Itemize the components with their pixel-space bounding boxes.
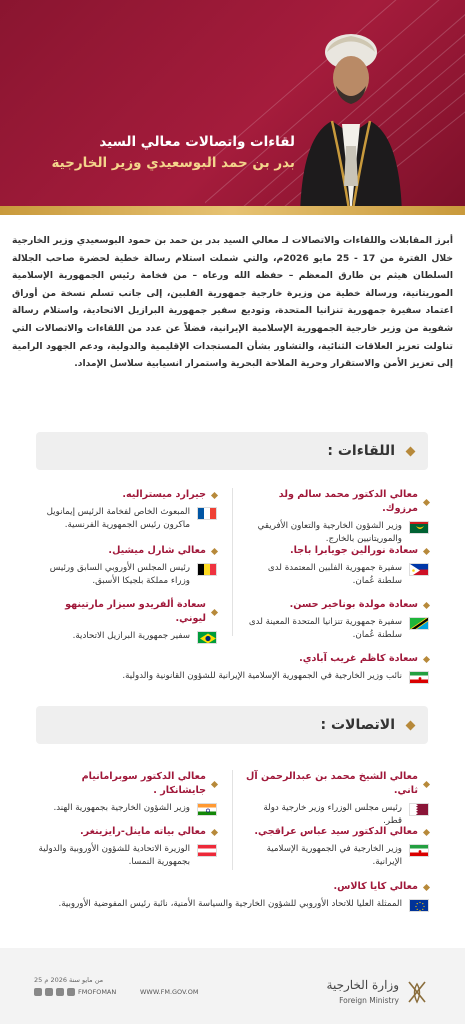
tanzania-flag-icon (409, 617, 429, 630)
call-name: معالي بياته ماينل-رايزينغر. (79, 826, 206, 837)
footer-date: 25 من مايو سنة 2026 م (34, 976, 104, 984)
bullet-icon (211, 828, 218, 835)
intro-paragraph: أبرز المقابلات واللقاءات والاتصالات لـ معالي السيد بدر بن حمد بن حمود البوسعيدي وزير الخارجية خلال الفترة من 17 - 25 مايو 2026م، والتي شملت استلام رسالة خطية لحضرة صاحب الجلالة السلطان هيثم بن طارق المعظم – حفظه الله ورعاه – من فخامة رئيس الجمهورية الإسلامية الموريتانية، ورسالة خطية من وزيرة خارجية جمهورية الفلبين، إلى جانب تسلم نسخة من أوراق اعتماد سفيرة جمهورية تنزانيا المتحدة، وتوديع سفير جمهورية البرازيل الاتحادية، واستلام رسالة شفوية من وزير خارجية الجمهورية الإسلامية الإيرانية، فضلاً عن عدد من اللقاءات والاتصالات التي تناولت تعزيز العلاقات الثنائية، والتشاور بشأن المستجدات الإقليمية والدولية، ودعم الجهود الرامية إلى تعزيز الأمن والاستقرار وحرية الملاحة البحرية واستمرار انسيابية سلاسل الإمداد. (12, 235, 453, 370)
call-item (243, 825, 429, 869)
meeting-item (243, 488, 429, 546)
website-link[interactable]: WWW.FM.GOV.OM (140, 988, 199, 996)
social-handle[interactable]: FMOFOMAN (78, 988, 117, 996)
meeting-item (33, 598, 217, 644)
call-description: وزير الشؤون الخارجية بجمهورية الهند. (53, 803, 190, 813)
philippines-flag-icon (409, 563, 429, 576)
meeting-description: المبعوث الخاص لفخامة الرئيس إيمانويل ماكرون رئيس الجمهورية الفرنسية. (46, 507, 190, 530)
meeting-name: سعادة ألفريدو سيزار مارتينهو ليوني. (65, 599, 206, 624)
iran-flag-icon (409, 671, 429, 684)
call-description: الوزيرة الاتحادية للشؤون الأوروبية والدولية بجمهورية النمسا. (38, 844, 190, 867)
meeting-name: جيرارد ميستراليه. (122, 489, 206, 500)
meeting-description: نائب وزير الخارجية في الجمهورية الإسلامية الإيرانية للشؤون القانونية والدولية. (122, 671, 402, 681)
instagram-icon[interactable] (34, 988, 42, 996)
meeting-name: سعادة كاظم غريب آبادي. (299, 653, 418, 664)
column-divider (232, 770, 233, 870)
meeting-name: معالي شارل ميشيل. (108, 545, 206, 556)
call-name: معالي كايا كالاس. (333, 881, 418, 892)
bullet-icon (211, 780, 218, 787)
minister-portrait (292, 26, 410, 215)
call-item (33, 880, 429, 912)
bullet-icon (423, 498, 430, 505)
bullet-icon (423, 601, 430, 608)
call-name: معالي الدكتور سيد عباس عراقجي. (254, 826, 418, 837)
column-divider (232, 488, 233, 636)
gold-divider (0, 206, 465, 215)
meeting-description: سفيرة جمهورية الفلبين المعتمدة لدى سلطنة عُمان. (267, 563, 402, 586)
ministry-logo-english: Foreign Ministry (339, 996, 399, 1005)
youtube-icon[interactable] (67, 988, 75, 996)
bullet-icon (423, 780, 430, 787)
meeting-item (33, 544, 217, 588)
oman-emblem-icon (405, 978, 429, 1006)
title-line-1: لقاءات واتصالات معالي السيد (99, 134, 295, 150)
meeting-description: رئيس المجلس الأوروبي السابق ورئيس وزراء مملكة بلجيكا الأسبق. (49, 563, 190, 586)
bullet-icon (211, 547, 218, 554)
bullet-icon (423, 547, 430, 554)
calls-section-header (36, 706, 428, 744)
bullet-icon (423, 883, 430, 890)
meeting-name: سعادة مولدة بوناخير حسن. (289, 599, 418, 610)
footer (0, 948, 465, 1024)
meeting-item (33, 488, 217, 532)
call-item (33, 825, 217, 869)
x-icon[interactable] (45, 988, 53, 996)
call-item (243, 770, 429, 828)
meeting-description: سفيرة جمهورية تنزانيا المتحدة المعينة لدى سلطنة عُمان. (248, 617, 402, 640)
belgium-flag-icon (197, 563, 217, 576)
meeting-name: سعادة نورالين جويابرا باجا. (290, 545, 418, 556)
title-line-2: بدر بن حمد البوسعيدي وزير الخارجية (51, 155, 295, 171)
brazil-flag-icon (197, 631, 217, 644)
call-item (33, 770, 217, 816)
meeting-description: وزير الشؤون الخارجية والتعاون الأفريقي والموريتانيين بالخارج. (257, 521, 402, 544)
meeting-item (243, 598, 429, 642)
france-flag-icon (197, 507, 217, 520)
meetings-section-header (36, 432, 428, 470)
page-title (35, 132, 295, 174)
meeting-item (33, 652, 429, 684)
bullet-icon (423, 655, 430, 662)
meeting-description: سفير جمهورية البرازيل الاتحادية. (72, 631, 190, 641)
qatar-flag-icon (409, 803, 429, 816)
call-name: معالي الدكتور سوبرامانيام جايشانكار . (81, 771, 206, 796)
bullet-icon (423, 828, 430, 835)
meeting-name: معالي الدكتور محمد سالم ولد مرزوك. (278, 489, 418, 514)
iran-flag-icon (409, 844, 429, 857)
austria-flag-icon (197, 844, 217, 857)
meetings-title: اللقاءات : (327, 443, 395, 459)
call-description: وزير الخارجية في الجمهورية الإسلامية الإيرانية. (266, 844, 402, 867)
diamond-icon (406, 446, 416, 456)
call-name: معالي الشيخ محمد بن عبدالرحمن آل ثاني. (246, 771, 418, 796)
social-handles (34, 988, 116, 996)
bullet-icon (211, 608, 218, 615)
ministry-logo-arabic: وزارة الخارجية (326, 978, 399, 992)
header-banner (0, 0, 465, 215)
calls-title: الاتصالات : (320, 717, 395, 733)
facebook-icon[interactable] (56, 988, 64, 996)
call-description: رئيس مجلس الوزراء وزير خارجية دولة قطر. (263, 803, 402, 826)
call-description: الممثلة العليا للاتحاد الأوروبي للشؤون الخارجية والسياسة الأمنية، نائبة رئيس المفوضية الأوروبية. (58, 899, 402, 909)
eu-flag-icon (409, 899, 429, 912)
bullet-icon (211, 491, 218, 498)
india-flag-icon (197, 803, 217, 816)
meeting-item (243, 544, 429, 588)
diamond-icon (406, 720, 416, 730)
mauritania-flag-icon (409, 521, 429, 534)
